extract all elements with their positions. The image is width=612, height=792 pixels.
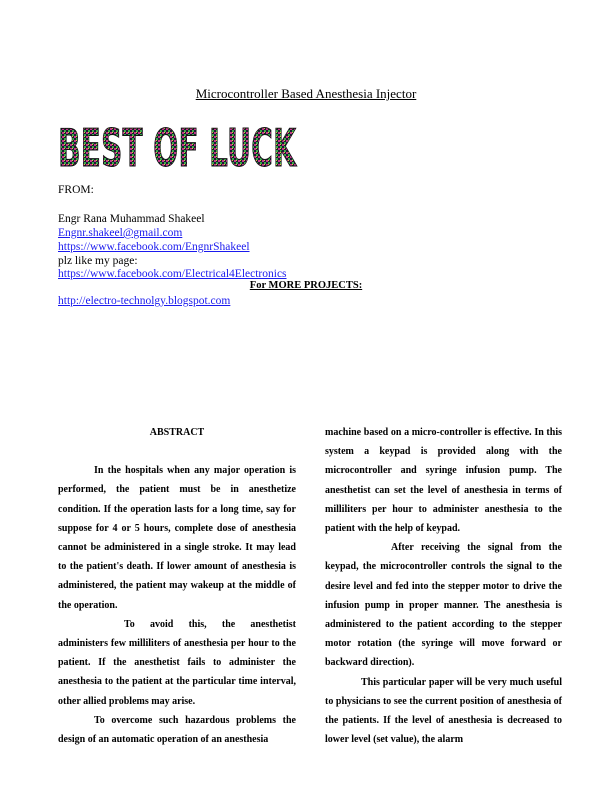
page-link[interactable]: https://www.facebook.com/Electrical4Electronics	[58, 268, 287, 280]
right-column	[325, 423, 562, 749]
best-of-luck-banner	[58, 116, 298, 179]
abstract-paragraph-3: To overcome such hazardous problems the design of an automatic operation of an anesthesia	[58, 714, 296, 746]
svg-text:BEST OF LUCK: BEST OF LUCK	[58, 119, 297, 179]
from-label: FROM:	[58, 184, 94, 196]
projects-label: For MORE PROJECTS:	[249, 280, 363, 291]
facebook-link[interactable]: https://www.facebook.com/EngnrShakeel	[58, 241, 250, 253]
author-name: Engr Rana Muhammad Shakeel	[58, 213, 205, 225]
abstract-paragraph-1: In the hospitals when any major operation is performed, the patient must be in anesthetize condition. If the operation lasts for a long time, say for suppose for 4 or 5 hours, complete dose of anesthesia cannot be administered in a single stroke. It may lead to the patient's death. If lower amount of anesthesia is administered, the patient may wakeup at the middle of the operation.	[58, 465, 296, 611]
right-paragraph-2: After receiving the signal from the keypad, the microcontroller controls the signal to the desire level and fed into the stepper motor to drive the infusion pump in proper manner. The anesthesia is administered to the patient according to the stepper motor rotation (the syringe will move forward or backward direction).	[325, 542, 562, 669]
left-column	[58, 423, 296, 749]
right-paragraph-3: This particular paper will be very much useful to physicians to see the current position of anesthesia of the patients. If the level of anesthesia is decreased to lower level (set value), the alarm	[325, 676, 562, 746]
abstract-heading: ABSTRACT	[149, 427, 205, 438]
like-label: plz like my page:	[58, 255, 138, 267]
paper-title: Microcontroller Based Anesthesia Injector	[195, 86, 417, 101]
email-link[interactable]: Engnr.shakeel@gmail.com	[58, 227, 183, 239]
right-paragraph-1: machine based on a micro-controller is effective. In this system a keypad is provided along with the microcontroller and syringe infusion pump. The anesthetist can set the level of anesthesia in terms of milliliters per hour to administer anesthesia to the patient with the help of keypad.	[325, 427, 562, 535]
abstract-paragraph-2: To avoid this, the anesthetist administers few milliliters of anesthesia per hour to the patient. If the anesthetist fails to administer the anesthesia to the patient at the particular time interval, other allied problems may arise.	[58, 618, 296, 707]
blog-link[interactable]: http://electro-technolgy.blogspot.com	[58, 295, 231, 307]
